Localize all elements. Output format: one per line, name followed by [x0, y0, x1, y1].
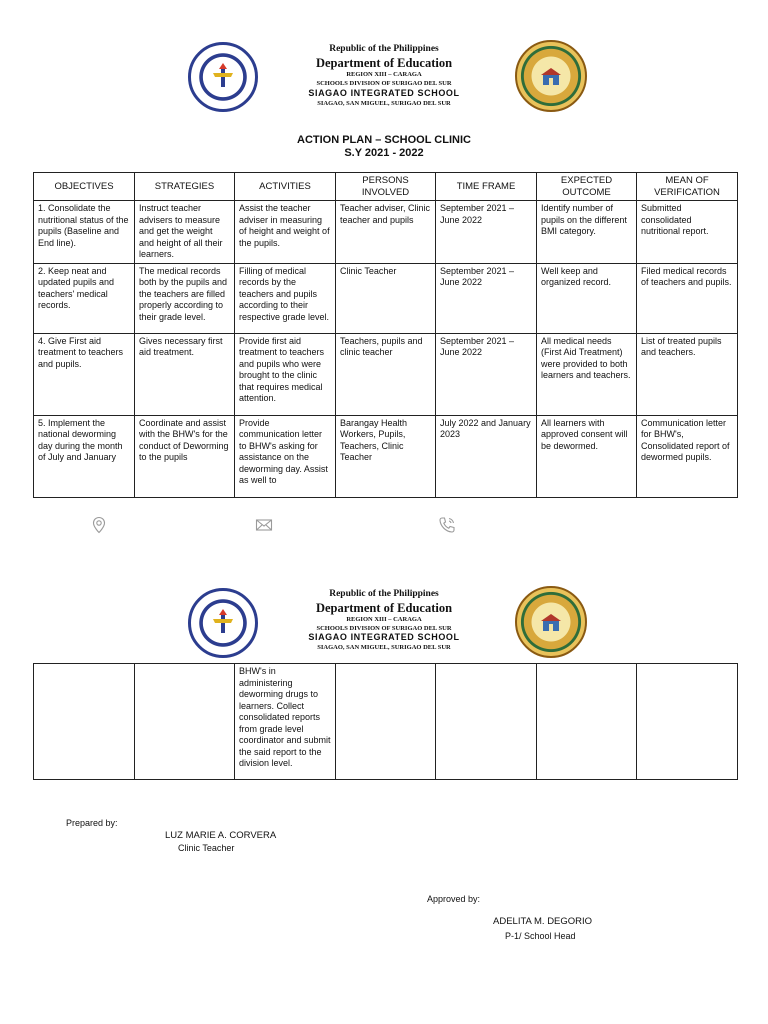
table-row: [34, 333, 738, 415]
republic-label: Republic of the Philippines: [329, 589, 439, 599]
table-cell: Assist the teacher adviser in measuring of height and weight of the pupils.: [235, 201, 336, 264]
table-cell: Clinic Teacher: [336, 263, 436, 333]
header-expected-outcome: EXPECTED OUTCOME: [537, 173, 637, 201]
table-cell: September 2021 – June 2022: [436, 263, 537, 333]
school-name: SIAGAO INTEGRATED SCHOOL: [308, 88, 460, 98]
action-plan-table-continued: [33, 663, 738, 780]
table-cell: Coordinate and assist with the BHW's for the conduct of Deworming to the pupils: [135, 415, 235, 497]
phone-icon: [438, 516, 456, 534]
table-cell: Submitted consolidated nutritional report.: [637, 201, 738, 264]
header-time-frame: TIME FRAME: [436, 173, 537, 201]
table-cell: All learners with approved consent will be dewormed.: [537, 415, 637, 497]
approved-by-position: P-1/ School Head: [505, 931, 576, 941]
page-1: [0, 0, 768, 485]
table-cell: The medical records both by the pupils and the teachers are filled properly according to their grade level.: [135, 263, 235, 333]
table-cell: Identify number of pupils on the different BMI category.: [537, 201, 637, 264]
school-address: SIAGAO, SAN MIGUEL, SURIGAO DEL SUR: [317, 644, 451, 651]
location-pin-icon: [90, 516, 108, 534]
document-title: ACTION PLAN – SCHOOL CLINIC: [297, 134, 471, 146]
action-plan-table: [33, 172, 738, 498]
footer-contact-icons: [0, 516, 768, 538]
prepared-by-label: Prepared by:: [66, 818, 118, 828]
approved-by-name: ADELITA M. DEGORIO: [493, 916, 593, 927]
table-cell: Communication letter for BHW's, Consolidated report of dewormed pupils.: [637, 415, 738, 497]
header-persons-involved: PERSONS INVOLVED: [336, 173, 436, 201]
table-cell: All medical needs (First Aid Treatment) were provided to both learners and teachers.: [537, 333, 637, 415]
table-row: [34, 664, 738, 780]
table-cell: [436, 664, 537, 780]
header-strategies: STRATEGIES: [135, 173, 235, 201]
page-2: [0, 580, 768, 941]
header-mean-of-verification: MEAN OF VERIFICATION: [637, 173, 738, 201]
school-year: S.Y 2021 - 2022: [344, 147, 424, 159]
table-cell: List of treated pupils and teachers.: [637, 333, 738, 415]
table-cell: 1. Consolidate the nutritional status of the pupils (Baseline and End line).: [34, 201, 135, 264]
table-cell: 5. Implement the national deworming day during the month of July and January: [34, 415, 135, 497]
table-cell: [336, 664, 436, 780]
table-cell: Teacher adviser, Clinic teacher and pupils: [336, 201, 436, 264]
school-name: SIAGAO INTEGRATED SCHOOL: [308, 632, 460, 642]
table-cell: September 2021 – June 2022: [436, 333, 537, 415]
table-cell: [34, 664, 135, 780]
table-cell: Provide communication letter to BHW's asking for assistance on the deworming day. Assist as well to: [235, 415, 336, 497]
table-header-row: [34, 173, 738, 201]
table-cell: Well keep and organized record.: [537, 263, 637, 333]
table-cell: BHW's in administering deworming drugs to learners. Collect consolidated reports from grade level coordinator and submit the said report to the division level.: [235, 664, 336, 780]
table-cell: Provide first aid treatment to teachers and pupils who were brought to the clinic that requires medical attention.: [235, 333, 336, 415]
header-activities: ACTIVITIES: [235, 173, 336, 201]
table-cell: September 2021 – June 2022: [436, 201, 537, 264]
table-cell: [537, 664, 637, 780]
region-label: REGION XIII – CARAGA: [346, 616, 422, 623]
republic-label: Republic of the Philippines: [329, 44, 439, 54]
table-cell: Filling of medical records by the teachers and pupils according to their respective grade level.: [235, 263, 336, 333]
table-row: [34, 415, 738, 497]
table-cell: [135, 664, 235, 780]
table-cell: 2. Keep neat and updated pupils and teachers' medical records.: [34, 263, 135, 333]
department-label: Department of Education: [315, 56, 453, 70]
envelope-icon: [255, 516, 273, 534]
region-label: REGION XIII – CARAGA: [346, 71, 422, 78]
table-cell: Teachers, pupils and clinic teacher: [336, 333, 436, 415]
table-cell: Instruct teacher advisers to measure and get the weight and height of all their learners.: [135, 201, 235, 264]
prepared-by-name: LUZ MARIE A. CORVERA: [165, 830, 277, 841]
header-objectives: OBJECTIVES: [34, 173, 135, 201]
table-cell: July 2022 and January 2023: [436, 415, 537, 497]
table-cell: Barangay Health Workers, Pupils, Teachers, Clinic Teacher: [336, 415, 436, 497]
table-cell: [637, 664, 738, 780]
table-cell: Gives necessary first aid treatment.: [135, 333, 235, 415]
table-cell: 4. Give First aid treatment to teachers and pupils.: [34, 333, 135, 415]
division-label: SCHOOLS DIVISION OF SURIGAO DEL SUR: [316, 80, 452, 87]
prepared-by-position: Clinic Teacher: [178, 843, 235, 853]
department-label: Department of Education: [315, 601, 453, 615]
school-address: SIAGAO, SAN MIGUEL, SURIGAO DEL SUR: [317, 100, 451, 107]
division-label: SCHOOLS DIVISION OF SURIGAO DEL SUR: [316, 625, 452, 632]
table-cell: Filed medical records of teachers and pupils.: [637, 263, 738, 333]
table-row: [34, 263, 738, 333]
table-row: [34, 201, 738, 264]
approved-by-label: Approved by:: [427, 894, 481, 904]
